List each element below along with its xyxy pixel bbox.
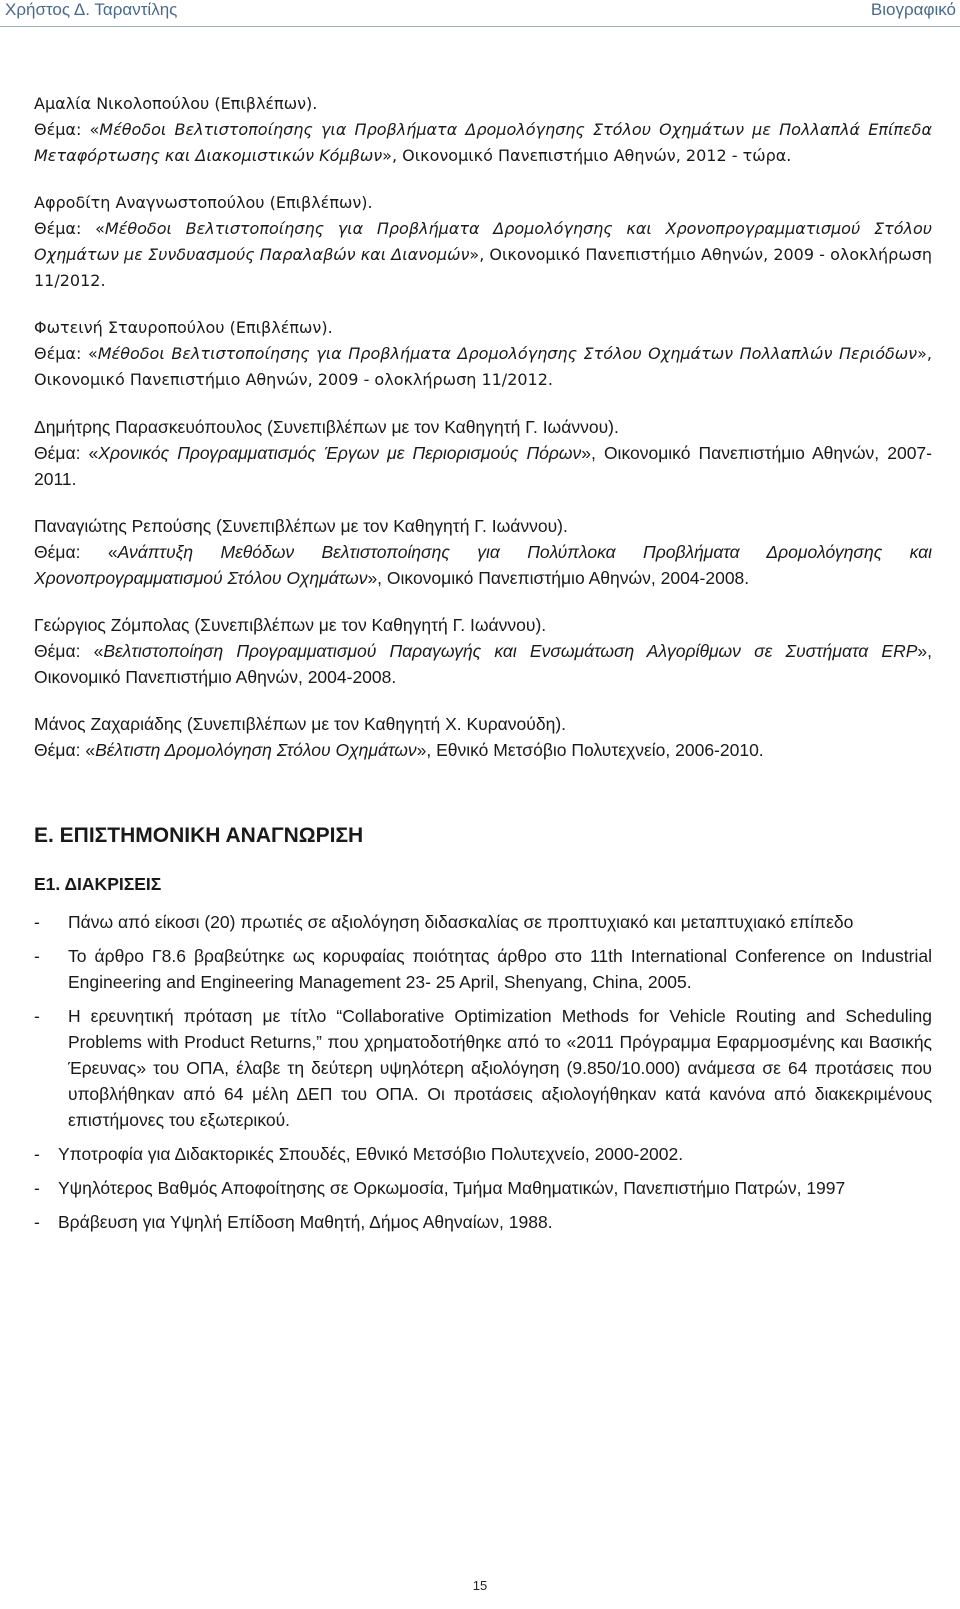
award-item xyxy=(34,1003,932,1133)
student-name: Γεώργιος Ζόμπολας (Συνεπιβλέπων με τον Καθηγητή Γ. Ιωάννου). xyxy=(34,615,547,635)
supervision-entry xyxy=(34,414,932,492)
thesis-topic: Θέμα: «Ανάπτυξη Μεθόδων Βελτιστοποίησης για Πολύπλοκα Προβλήματα Δρομολόγησης και Χρονοπρογραμματισμού Στόλου Οχημάτων», Οικονομικό Πανεπιστήμιο Αθηνών, 2004-2008. xyxy=(34,542,933,588)
award-dash: - xyxy=(34,912,40,932)
award-item xyxy=(34,909,932,935)
award-dash: - xyxy=(34,1144,40,1164)
supervision-entry xyxy=(34,711,932,763)
supervision-entry xyxy=(34,190,932,294)
thesis-topic: Θέμα: «Βέλτιστη Δρομολόγηση Στόλου Οχημάτων», Εθνικό Μετσόβιο Πολυτεχνείο, 2006-2010. xyxy=(34,740,764,760)
student-name: Μάνος Ζαχαριάδης (Συνεπιβλέπων με τον Καθηγητή Χ. Κυρανούδη). xyxy=(34,714,567,734)
thesis-topic: Θέμα: «Μέθοδοι Βελτιστοποίησης για Προβλήματα Δρομολόγησης Στόλου Οχημάτων με Πολλαπλά Επίπεδα Μεταφόρτωσης και Διακομιστικών Κόμβων», Οικονομικό Πανεπιστήμιο Αθηνών, 2012 - τώρα. xyxy=(34,120,932,165)
header-doc-title: Βιογραφικό xyxy=(870,0,956,19)
award-item xyxy=(34,943,932,995)
subsection-title: Ε1. ΔΙΑΚΡΙΣΕΙΣ xyxy=(34,874,162,894)
award-dash: - xyxy=(34,1006,40,1026)
awards-list xyxy=(34,909,932,1235)
thesis-topic: Θέμα: «Μέθοδοι Βελτιστοποίησης για Προβλήματα Δρομολόγησης και Χρονοπρογραμματισμού Στόλου Οχημάτων με Συνδυασμούς Παραλαβών και Διανομών», Οικονομικό Πανεπιστήμιο Αθηνών, 2009 - ολοκλήρωση 11/2012. xyxy=(34,219,932,290)
award-dash: - xyxy=(34,1212,40,1232)
section-title: Ε. ΕΠΙΣΤΗΜΟΝΙΚΗ ΑΝΑΓΝΩΡΙΣΗ xyxy=(34,824,364,847)
award-item xyxy=(34,1141,932,1167)
award-text: Η ερευνητική πρόταση με τίτλο “Collaborative Optimization Methods for Vehicle Routing and Scheduling Problems with Product Returns,” που χρηματοδοτήθηκε από το «2011 Πρόγραμμα Εφαρμοσμένης και Βασικής Έρευνας» του ΟΠΑ, έλαβε τη δεύτερη υψηλότερη αξιολόγηση (9.850/10.000) ανάμεσα σε 64 προτάσεις που υποβλήθηκαν από 64 μέλη ΔΕΠ του ΟΠΑ. Οι προτάσεις αξιολογήθηκαν κατά κανόνα από διακεκριμένους επιστήμονες του εξωτερικού. xyxy=(68,1006,932,1130)
header-author: Χρήστος Δ. Ταραντίλης xyxy=(5,0,178,19)
page-number: 15 xyxy=(472,1578,488,1593)
thesis-topic: Θέμα: «Μέθοδοι Βελτιστοποίησης για Προβλήματα Δρομολόγησης Στόλου Οχημάτων Πολλαπλών Περιόδων», Οικονομικό Πανεπιστήμιο Αθηνών, 2009 - ολοκλήρωση 11/2012. xyxy=(34,344,932,389)
page-header xyxy=(0,0,960,40)
award-text: Υψηλότερος Βαθμός Αποφοίτησης σε Ορκωμοσία, Τμήμα Μαθηματικών, Πανεπιστήμιο Πατρών, 1997 xyxy=(58,1178,846,1198)
award-text: Το άρθρο Γ8.6 βραβεύτηκε ως κορυφαίας ποιότητας άρθρο στο 11th International Conference on Industrial Engineering and Engineering Management 23- 25 April, Shenyang, China, 2005. xyxy=(68,946,932,992)
student-name: Δημήτρης Παρασκευόπουλος (Συνεπιβλέπων με τον Καθηγητή Γ. Ιωάννου). xyxy=(34,417,619,437)
award-text: Βράβευση για Υψηλή Επίδοση Μαθητή, Δήμος Αθηναίων, 1988. xyxy=(58,1212,553,1232)
student-name: Αμαλία Νικολοπούλου (Επιβλέπων). xyxy=(34,94,318,113)
supervision-entry xyxy=(34,612,932,690)
award-dash: - xyxy=(34,1178,40,1198)
student-name: Φωτεινή Σταυροπούλου (Επιβλέπων). xyxy=(34,318,333,337)
supervision-entry xyxy=(34,315,932,393)
award-text: Πάνω από είκοσι (20) πρωτιές σε αξιολόγηση διδασκαλίας σε προπτυχιακό και μεταπτυχιακό επίπεδο xyxy=(68,912,854,932)
award-item xyxy=(34,1175,932,1201)
award-dash: - xyxy=(34,946,40,966)
award-text: Υποτροφία για Διδακτορικές Σπουδές, Εθνικό Μετσόβιο Πολυτεχνείο, 2000-2002. xyxy=(58,1144,684,1164)
thesis-topic: Θέμα: «Βελτιστοποίηση Προγραμματισμού Παραγωγής και Ενσωμάτωση Αλγορίθμων σε Συστήματα ERP», Οικονομικό Πανεπιστήμιο Αθηνών, 2004-2008. xyxy=(34,641,932,687)
thesis-topic: Θέμα: «Χρονικός Προγραμματισμός Έργων με Περιορισμούς Πόρων», Οικονομικό Πανεπιστήμιο Αθηνών, 2007-2011. xyxy=(34,443,932,489)
student-name: Παναγιώτης Ρεπούσης (Συνεπιβλέπων με τον Καθηγητή Γ. Ιωάννου). xyxy=(34,516,568,536)
student-name: Αφροδίτη Αναγνωστοπούλου (Επιβλέπων). xyxy=(34,193,373,212)
supervision-entry xyxy=(34,91,932,169)
header-rule xyxy=(0,26,960,27)
award-item xyxy=(34,1209,932,1235)
supervision-entry xyxy=(34,513,932,591)
page-content xyxy=(34,91,932,1243)
